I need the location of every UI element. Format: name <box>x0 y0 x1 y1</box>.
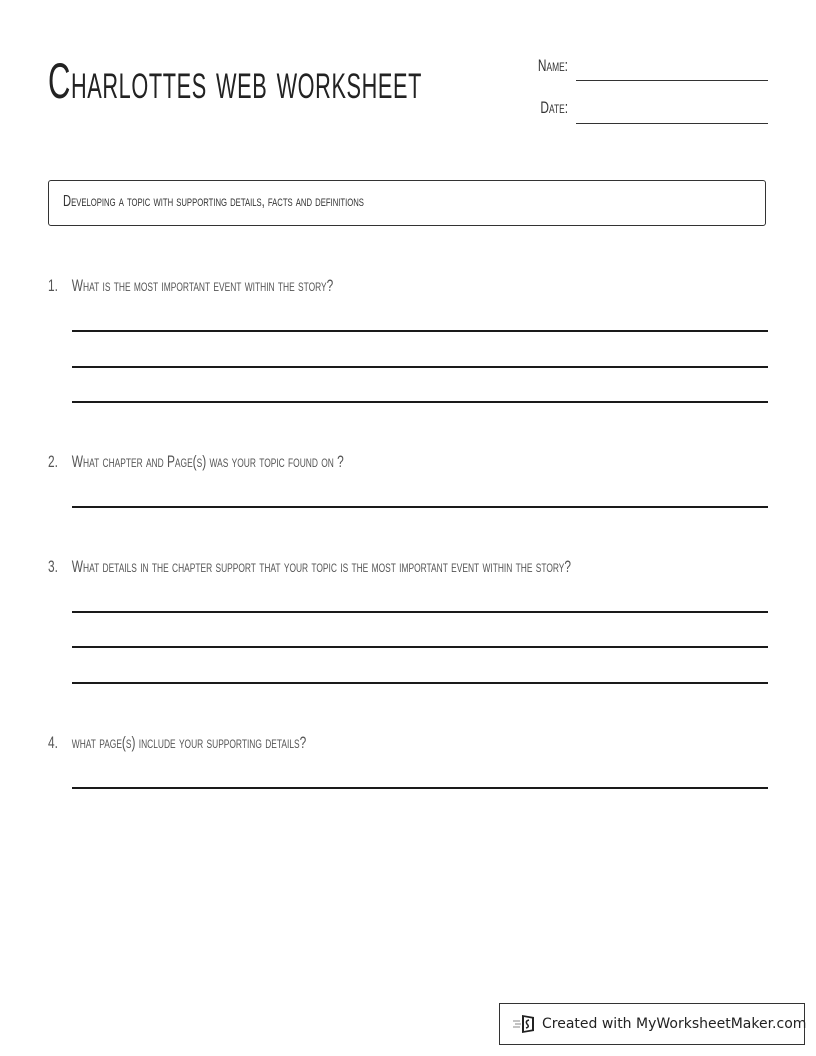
answer-line[interactable] <box>72 611 768 613</box>
date-field[interactable] <box>576 123 768 124</box>
question-text: what page(s) include your supporting details? <box>71 733 307 752</box>
answer-line[interactable] <box>72 787 768 789</box>
worksheet-title: Charlottes web worksheet <box>48 53 422 109</box>
name-field[interactable] <box>576 80 768 81</box>
created-with-badge[interactable] <box>499 1003 805 1045</box>
worksheet-maker-logo-icon <box>512 1013 538 1035</box>
question-4 <box>48 733 306 753</box>
question-3 <box>48 557 571 577</box>
answer-line[interactable] <box>72 682 768 684</box>
answer-line[interactable] <box>72 401 768 403</box>
topic-text: Developing a topic with supporting details, facts and definitions <box>63 193 364 210</box>
question-text: What chapter and Page(s) was your topic found on ? <box>71 452 344 471</box>
badge-text: Created with MyWorksheetMaker.com <box>542 1016 807 1032</box>
name-label: Name: <box>537 56 568 75</box>
topic-box <box>48 180 766 226</box>
question-text: What is the most important event within the story? <box>71 276 334 295</box>
answer-line[interactable] <box>72 506 768 508</box>
question-1 <box>48 276 333 296</box>
answer-line[interactable] <box>72 646 768 648</box>
question-2 <box>48 452 344 472</box>
question-number: 3. <box>48 557 58 576</box>
question-number: 1. <box>48 276 58 295</box>
question-number: 4. <box>48 733 58 752</box>
answer-line[interactable] <box>72 330 768 332</box>
date-label: Date: <box>540 98 568 117</box>
question-text: What details in the chapter support that your topic is the most important event within the story? <box>71 557 571 576</box>
answer-line[interactable] <box>72 366 768 368</box>
question-number: 2. <box>48 452 58 471</box>
